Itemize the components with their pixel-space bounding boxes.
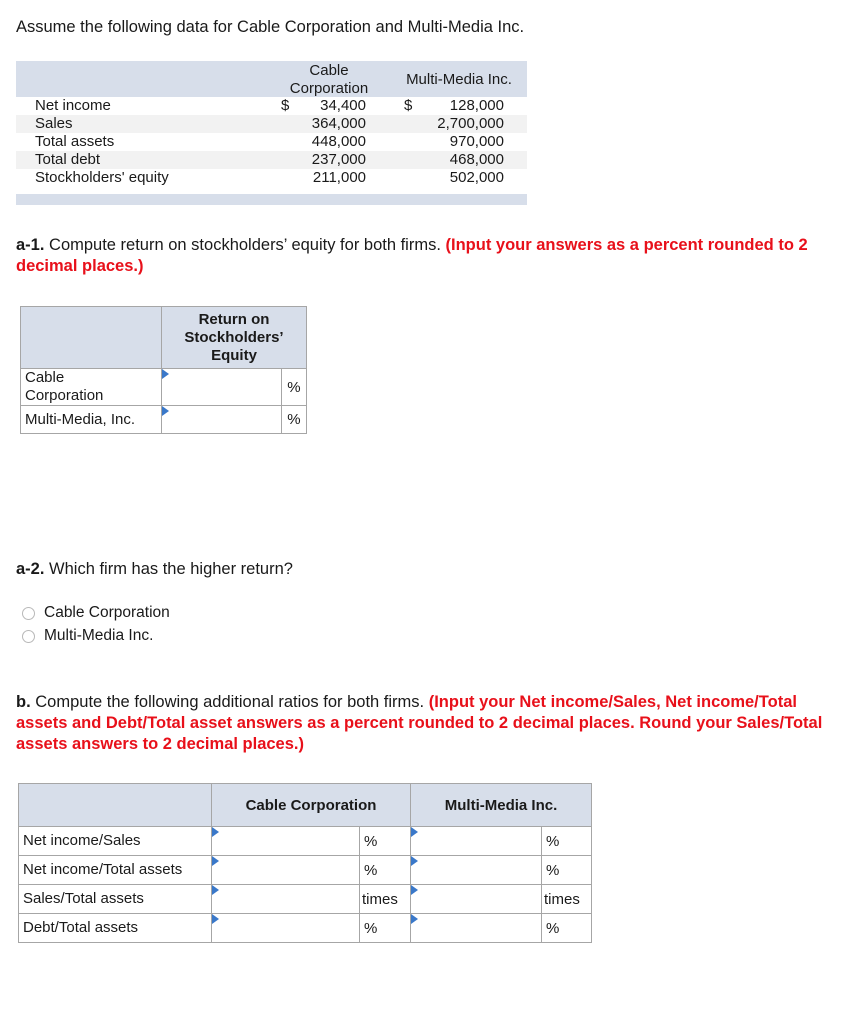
cable-value: 364,000 [311, 115, 366, 132]
cable-value: 211,000 [312, 169, 366, 186]
input-marker-icon [212, 914, 219, 924]
ratios-header-multimedia: Multi-Media Inc. [411, 784, 592, 827]
mm-value: 502,000 [449, 169, 504, 186]
roe-multimedia-input[interactable] [162, 406, 282, 434]
ratio-row-label: Debt/Total assets [19, 914, 212, 943]
roe-multimedia-unit: % [281, 406, 306, 434]
currency-symbol: $ [404, 97, 413, 114]
input-marker-icon [162, 406, 169, 416]
data-row [16, 115, 527, 133]
question-b [16, 692, 846, 755]
col-multimedia: Multi-Media Inc. [406, 71, 512, 88]
ratio-cable-input[interactable] [212, 856, 360, 885]
roe-cable-unit: % [281, 369, 306, 406]
data-row [16, 97, 527, 115]
input-marker-icon [411, 885, 418, 895]
ratio-multimedia-unit: % [542, 856, 592, 885]
question-a1-label: a-1. [16, 236, 45, 254]
roe-row-label-cable [21, 369, 162, 406]
question-a2-label: a-2. [16, 560, 45, 578]
input-marker-icon [411, 856, 418, 866]
input-marker-icon [212, 827, 219, 837]
cable-value: 34,400 [320, 97, 366, 114]
data-table-footer [16, 194, 527, 205]
ratio-multimedia-input[interactable] [411, 885, 542, 914]
row-label: Sales [35, 115, 73, 132]
data-row [16, 133, 527, 151]
input-marker-icon [212, 856, 219, 866]
col-cable-line1: Cable [309, 62, 349, 79]
question-b-label: b. [16, 693, 31, 711]
roe-row-label-line2: Corporation [25, 387, 104, 404]
question-a2-text: Which firm has the higher return? [44, 560, 293, 578]
input-marker-icon [162, 369, 169, 379]
question-a1 [16, 235, 852, 277]
ratio-cable-unit: times [360, 885, 411, 914]
data-table-header [16, 61, 527, 97]
question-b-instruction: (Input your Net income/Sales, Net income/Total assets and Debt/Total asset answers as a percent rounded to 2 decimal places. Round your Sales/Total assets answers to 2 decimal places.) [16, 693, 823, 753]
intro-text: Assume the following data for Cable Corporation and Multi-Media Inc. [16, 18, 525, 36]
roe-row-label-line1: Cable [25, 369, 65, 386]
ratio-multimedia-unit: % [542, 914, 592, 943]
radio-option-cable[interactable] [22, 603, 170, 623]
roe-header-line2: Stockholders’ [184, 328, 284, 346]
radio-button[interactable] [22, 630, 35, 643]
ratio-row-label: Sales/Total assets [19, 885, 212, 914]
col-cable-line2: Corporation [289, 80, 369, 97]
row-label: Stockholders' equity [35, 169, 169, 186]
row-label: Total assets [35, 133, 115, 150]
ratio-cable-input[interactable] [212, 827, 360, 856]
data-row [16, 151, 527, 169]
ratio-cable-unit: % [360, 914, 411, 943]
ratio-multimedia-unit: % [542, 827, 592, 856]
row-label: Total debt [35, 151, 101, 168]
ratios-header-blank [19, 784, 212, 827]
ratio-cable-unit: % [360, 827, 411, 856]
cable-value: 237,000 [311, 151, 366, 168]
roe-header-line1: Return on [198, 310, 270, 328]
data-table [16, 61, 527, 205]
roe-header-blank [21, 307, 162, 369]
ratio-multimedia-input[interactable] [411, 856, 542, 885]
mm-value: 128,000 [449, 97, 504, 114]
mm-value: 468,000 [449, 151, 504, 168]
input-marker-icon [411, 827, 418, 837]
ratios-header-cable: Cable Corporation [212, 784, 411, 827]
question-b-text: Compute the following additional ratios for both firms. [30, 693, 429, 711]
cable-value: 448,000 [311, 133, 366, 150]
input-marker-icon [411, 914, 418, 924]
ratio-multimedia-unit: times [542, 885, 592, 914]
ratio-multimedia-input[interactable] [411, 914, 542, 943]
question-a2 [16, 559, 293, 580]
radio-label: Multi-Media Inc. [44, 627, 154, 644]
ratio-cable-unit: % [360, 856, 411, 885]
roe-row-label-multimedia: Multi-Media, Inc. [21, 406, 162, 434]
question-a1-text: Compute return on stockholders’ equity for both firms. [44, 236, 446, 254]
roe-header [162, 307, 307, 369]
ratios-answer-table [18, 783, 592, 943]
ratio-row-label: Net income/Total assets [19, 856, 212, 885]
roe-header-line3: Equity [211, 346, 257, 364]
mm-value: 970,000 [449, 133, 504, 150]
radio-option-multimedia[interactable] [22, 626, 153, 646]
mm-value: 2,700,000 [437, 115, 504, 132]
question-a1-instruction: (Input your answers as a percent rounded to 2 decimal places.) [16, 236, 808, 275]
radio-button[interactable] [22, 607, 35, 620]
input-marker-icon [212, 885, 219, 895]
row-label: Net income [35, 97, 111, 114]
currency-symbol: $ [281, 97, 290, 114]
ratio-multimedia-input[interactable] [411, 827, 542, 856]
ratio-row-label: Net income/Sales [19, 827, 212, 856]
data-row [16, 169, 527, 187]
radio-label: Cable Corporation [44, 604, 170, 621]
roe-answer-table [20, 306, 307, 434]
ratio-cable-input[interactable] [212, 914, 360, 943]
ratio-cable-input[interactable] [212, 885, 360, 914]
roe-cable-input[interactable] [162, 369, 282, 406]
